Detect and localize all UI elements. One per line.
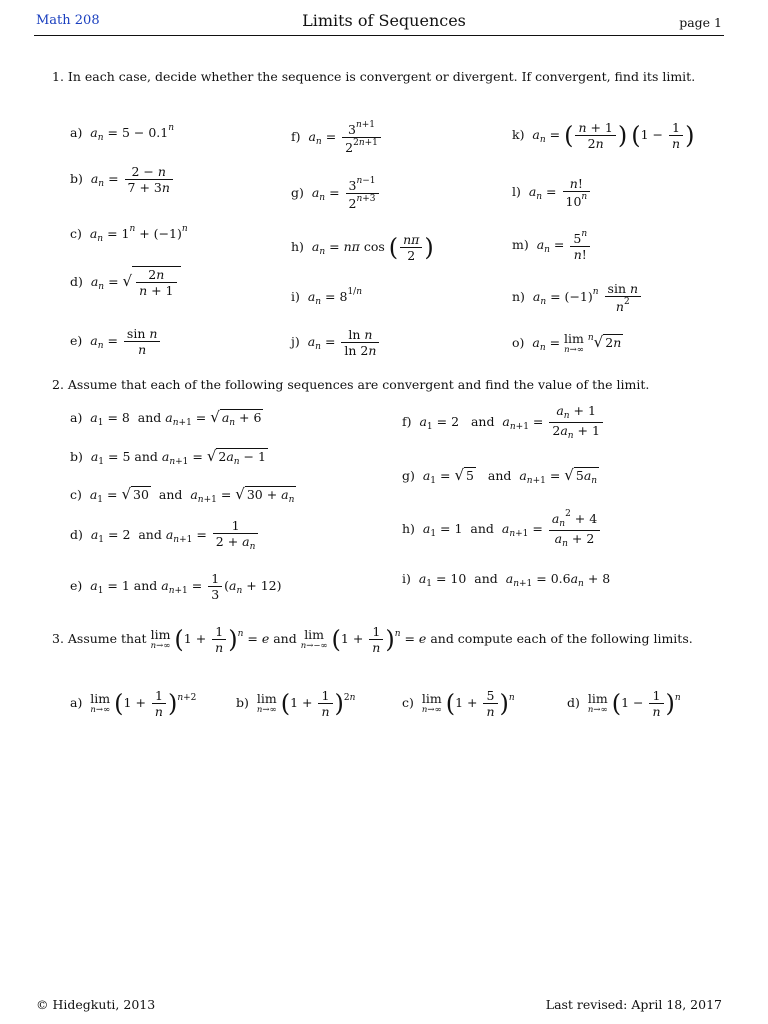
- q2-label-d: d): [70, 526, 83, 542]
- q1-item-g: g) $a_n$ = $\frac{3^{n-1}}{2^{n+3}}$: [291, 176, 381, 211]
- q2-label-h: h): [402, 520, 415, 536]
- question-3-text: 3. Assume that lim n→∞ (1 + $\frac{1}{n}$ )$^n$ = e and lim n→−∞ (1 + $\frac{1}{n}$ )$^n$ = e and compute each of the following limits.: [52, 624, 693, 655]
- q1-label-n: n): [512, 289, 525, 304]
- q1-item-j: j) $a_n$ = $\frac{\text{ln n}}{\ln 2n}$: [291, 327, 381, 358]
- q3-label-d: d): [567, 695, 580, 710]
- q1-item-d: d) $a_n$ = √ $\frac{2n}{n + 1}$: [70, 266, 181, 298]
- q1-label-g: g): [291, 185, 304, 200]
- q1-item-l: l) $a_n$ = $\frac{n!}{10^n}$: [512, 176, 592, 209]
- q1-label-a: a): [70, 125, 83, 140]
- page-title: Limits of Sequences: [302, 11, 466, 30]
- q2-item-h: h) $a_1 = 1$ and $a_{n+1}$ = $\frac{a_n^2 + 4}{a_n + 2}$: [402, 509, 602, 550]
- q1-label-j: j): [291, 334, 300, 349]
- q3-text-end: and compute each of the following limits.: [430, 631, 693, 646]
- revision-footer: Last revised: April 18, 2017: [545, 997, 722, 1012]
- q2-item-g: g) $a_1$ = √ 5 and $a_{n+1}$ = √ $5a_n$: [402, 466, 598, 486]
- q1-label-h: h): [291, 239, 304, 254]
- q2-label-a: a): [70, 410, 83, 425]
- q1-item-m: m) $a_n$ = $\frac{5^n}{n!}$: [512, 229, 592, 262]
- q3-text-start: 3. Assume that: [52, 631, 147, 646]
- q3-item-c: c) lim n→∞ (1 + $\frac{5}{n}$ )$^n$: [402, 688, 515, 719]
- q3-text-mid: and: [273, 631, 297, 646]
- q2-label-e: e): [70, 578, 83, 593]
- q1-label-c: c): [70, 226, 82, 241]
- q3-item-b: b) lim n→∞ (1 + $\frac{1}{n}$ )$^{2n}$: [236, 688, 356, 719]
- q3-label-c: c): [402, 695, 414, 710]
- copyright-footer: © Hidegkuti, 2013: [36, 997, 156, 1012]
- q1-label-m: m): [512, 237, 529, 252]
- q2-label-b: b): [70, 449, 83, 464]
- q3-item-a: a) lim n→∞ (1 + $\frac{1}{n}$ )$^{n+2}$: [70, 688, 197, 719]
- q1-item-e: e) $a_n$ = $\frac{\text{sin n}}{n}$: [70, 326, 162, 357]
- q2-item-f: f) $a_1 = 2$ and $a_{n+1}$ = $\frac{a_n + 1}{2a_n + 1}$: [402, 403, 605, 442]
- q2-item-a: a) $a_1 = 8$ and $a_{n+1}$ = √ $a_n + 6$: [70, 408, 262, 428]
- q1-label-l: l): [512, 184, 521, 199]
- q1-item-f: f) $a_n$ = $\frac{3^{n+1}}{2^{2n+1}}$: [291, 120, 383, 155]
- header-rule: [34, 35, 724, 36]
- question-2-text: 2. Assume that each of the following sequences are convergent and find the value of the limit.: [52, 377, 650, 392]
- q1-label-b: b): [70, 171, 83, 186]
- q2-label-c: c): [70, 487, 82, 502]
- q1-label-i: i): [291, 289, 300, 304]
- q1-label-f: f): [291, 129, 301, 144]
- q2-label-g: g): [402, 468, 415, 483]
- q2-item-c: c) $a_1$ = √ 30 and $a_{n+1}$ = √ $30 + a_n$: [70, 485, 295, 505]
- q1-item-o: o) $a_n$ = lim n→∞ $^n$√ 2n: [512, 331, 622, 355]
- q2-item-d: d) $a_1 = 2$ and $a_{n+1}$ = $\frac{1}{2 + a_n}$: [70, 518, 260, 553]
- q2-item-b: b) $a_1 = 5$ and $a_{n+1}$ = √ $2a_n - 1$: [70, 447, 266, 467]
- q3-label-b: b): [236, 695, 249, 710]
- question-1-text: 1. In each case, decide whether the sequence is convergent or divergent. If convergent, find its limit.: [52, 69, 696, 84]
- q1-label-d: d): [70, 274, 83, 289]
- q1-label-k: k): [512, 127, 525, 142]
- q1-item-b: b) $a_n$ = $\frac{2 - n}{7 + 3n}$: [70, 164, 175, 195]
- q2-label-i: i): [402, 571, 411, 586]
- q1-item-c: c) $a_n = 1^n + (-1)^n$: [70, 224, 188, 244]
- q1-item-k: k) $a_n$ = ( $\frac{n + 1}{2n}$ ) (1 − $\frac{1}{n}$ ): [512, 120, 695, 151]
- q1-item-h: h) $a_n = n\pi$ cos ( $\frac{n\pi}{2}$ ): [291, 232, 434, 263]
- q2-label-f: f): [402, 413, 412, 429]
- q2-item-e: e) $a_1 = 1$ and $a_{n+1}$ = $\frac{1}{3}$ $(a_n + 12)$: [70, 571, 282, 602]
- q1-item-i: i) $a_n = 8^{1/n}$: [291, 287, 363, 307]
- page-number: page 1: [679, 15, 722, 30]
- q1-label-o: o): [512, 335, 525, 351]
- q1-item-a: a) $a_n = 5 - 0.1^n$: [70, 123, 175, 143]
- q3-item-d: d) lim n→∞ (1 − $\frac{1}{n}$ )$^n$: [567, 688, 681, 719]
- q2-item-i: i) $a_1 = 10$ and $a_{n+1} = 0.6a_n + 8$: [402, 571, 611, 589]
- q1-label-e: e): [70, 333, 83, 348]
- course-label: Math 208: [36, 13, 100, 28]
- q1-item-n: n) $a_n = (-1)^n$ $\frac{\text{sin n}}{n^2}$: [512, 281, 643, 314]
- q3-label-a: a): [70, 695, 83, 710]
